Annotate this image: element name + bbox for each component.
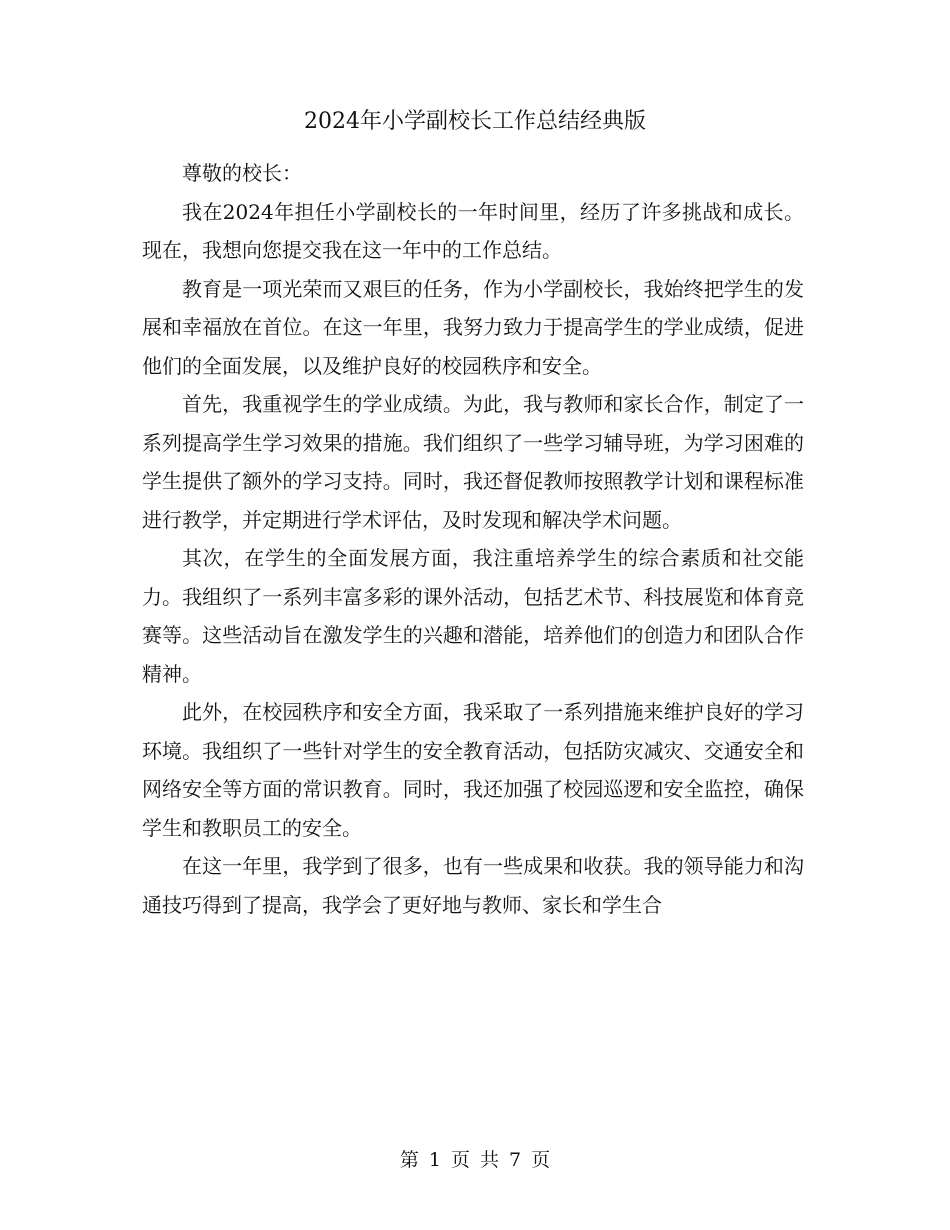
paragraph-3: 首先，我重视学生的学业成绩。为此，我与教师和家长合作，制定了一系列提高学生学习效果的措施。我们组织了一些学习辅导班，为学习困难的学生提供了额外的学习支持。同时，我还督促教师按照教学计划和课程标准进行教学，并定期进行学术评估，及时发现和解决学术问题。 — [142, 392, 804, 532]
paragraph-1: 我在2024年担任小学副校长的一年时间里，经历了许多挑战和成长。现在，我想向您提交我在这一年中的工作总结。 — [142, 199, 804, 262]
paragraph-5: 此外，在校园秩序和安全方面，我采取了一系列措施来维护良好的学习环境。我组织了一些针对学生的安全教育活动，包括防灾减灾、交通安全和网络安全等方面的常识教育。同时，我还加强了校园巡逻和安全监控，确保学生和教职员工的安全。 — [142, 700, 804, 840]
paragraph-6: 在这一年里，我学到了很多，也有一些成果和收获。我的领导能力和沟通技巧得到了提高，我学会了更好地与教师、家长和学生合 — [142, 854, 804, 917]
paragraph-4: 其次，在学生的全面发展方面，我注重培养学生的综合素质和社交能力。我组织了一系列丰富多彩的课外活动，包括艺术节、科技展览和体育竞赛等。这些活动旨在激发学生的兴趣和潜能，培养他们的创造力和团队合作精神。 — [142, 546, 804, 686]
salutation: 尊敬的校长： — [182, 161, 302, 185]
page-number-footer: 第 1 页 共 7 页 — [399, 1149, 551, 1171]
document-title: 2024年小学副校长工作总结经典版 — [304, 109, 646, 134]
document-body — [142, 154, 804, 924]
paragraph-2: 教育是一项光荣而又艰巨的任务，作为小学副校长，我始终把学生的发展和幸福放在首位。在这一年里，我努力致力于提高学生的学业成绩，促进他们的全面发展，以及维护良好的校园秩序和安全。 — [142, 276, 804, 378]
